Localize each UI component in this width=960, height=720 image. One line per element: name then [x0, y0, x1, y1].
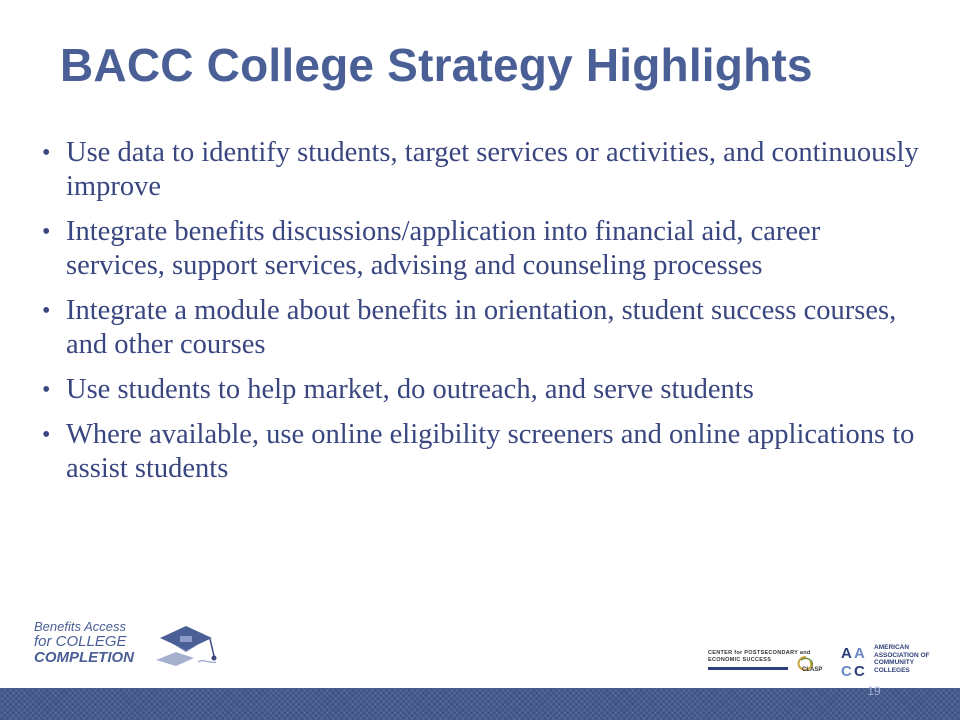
bacc-logo-text: [34, 620, 134, 666]
bullet-item: [42, 294, 922, 362]
bullet-text: Where available, use online eligibility screeners and online applications to assist students: [66, 419, 915, 484]
bacc-logo-line3: COMPLETION: [34, 649, 134, 666]
bacc-logo-line2: for COLLEGE: [34, 633, 127, 650]
bacc-logo-line1: Benefits Access: [34, 619, 127, 634]
aacc-logo-line4: COLLEGES: [874, 666, 910, 674]
cpes-logo-line2: ECONOMIC SUCCESS: [708, 657, 772, 663]
clasp-label: CLASP: [802, 667, 823, 673]
svg-text:A: A: [841, 645, 852, 662]
cpes-logo-line1: CENTER for POSTSECONDARY and: [708, 650, 811, 656]
page-number: 19: [867, 684, 881, 698]
svg-text:C: C: [841, 663, 852, 680]
aacc-logo: [840, 642, 960, 682]
bullet-item: [42, 215, 922, 283]
bullet-dot: •: [42, 140, 51, 166]
svg-text:A: A: [854, 645, 865, 662]
bullet-dot: •: [42, 219, 51, 245]
bullet-text: Use students to help market, do outreach, and serve students: [66, 374, 754, 405]
bullet-dot: •: [42, 298, 51, 324]
bullet-item: [42, 418, 922, 486]
bullet-text: Integrate a module about benefits in orientation, student success courses, and other courses: [66, 295, 897, 360]
aacc-logo-line2: ASSOCIATION OF: [874, 651, 930, 659]
footer-band: [0, 688, 960, 720]
bullet-dot: •: [42, 377, 51, 403]
slide-title: BACC College Strategy Highlights: [60, 39, 813, 91]
bacc-logo: [34, 620, 224, 680]
aacc-logo-line1: AMERICAN: [874, 644, 910, 651]
cpes-logo-bar: [708, 667, 788, 670]
svg-text:C: C: [854, 663, 865, 680]
bullet-text: Integrate benefits discussions/application into financial aid, career services, support services, advising and counseling processes: [66, 216, 821, 281]
aacc-logo-line3: COMMUNITY: [874, 659, 915, 667]
bullet-item: [42, 373, 922, 407]
cpes-logo: [708, 650, 828, 680]
bullet-text: Use data to identify students, target services or activities, and continuously improve: [66, 137, 919, 202]
bullet-item: [42, 136, 922, 204]
puzzle-graduation-cap-icon: [150, 622, 226, 674]
bullet-dot: •: [42, 422, 51, 448]
aacc-logo-text: [874, 644, 930, 674]
bullet-list: [42, 136, 922, 497]
aacc-monogram-icon: [840, 642, 870, 680]
